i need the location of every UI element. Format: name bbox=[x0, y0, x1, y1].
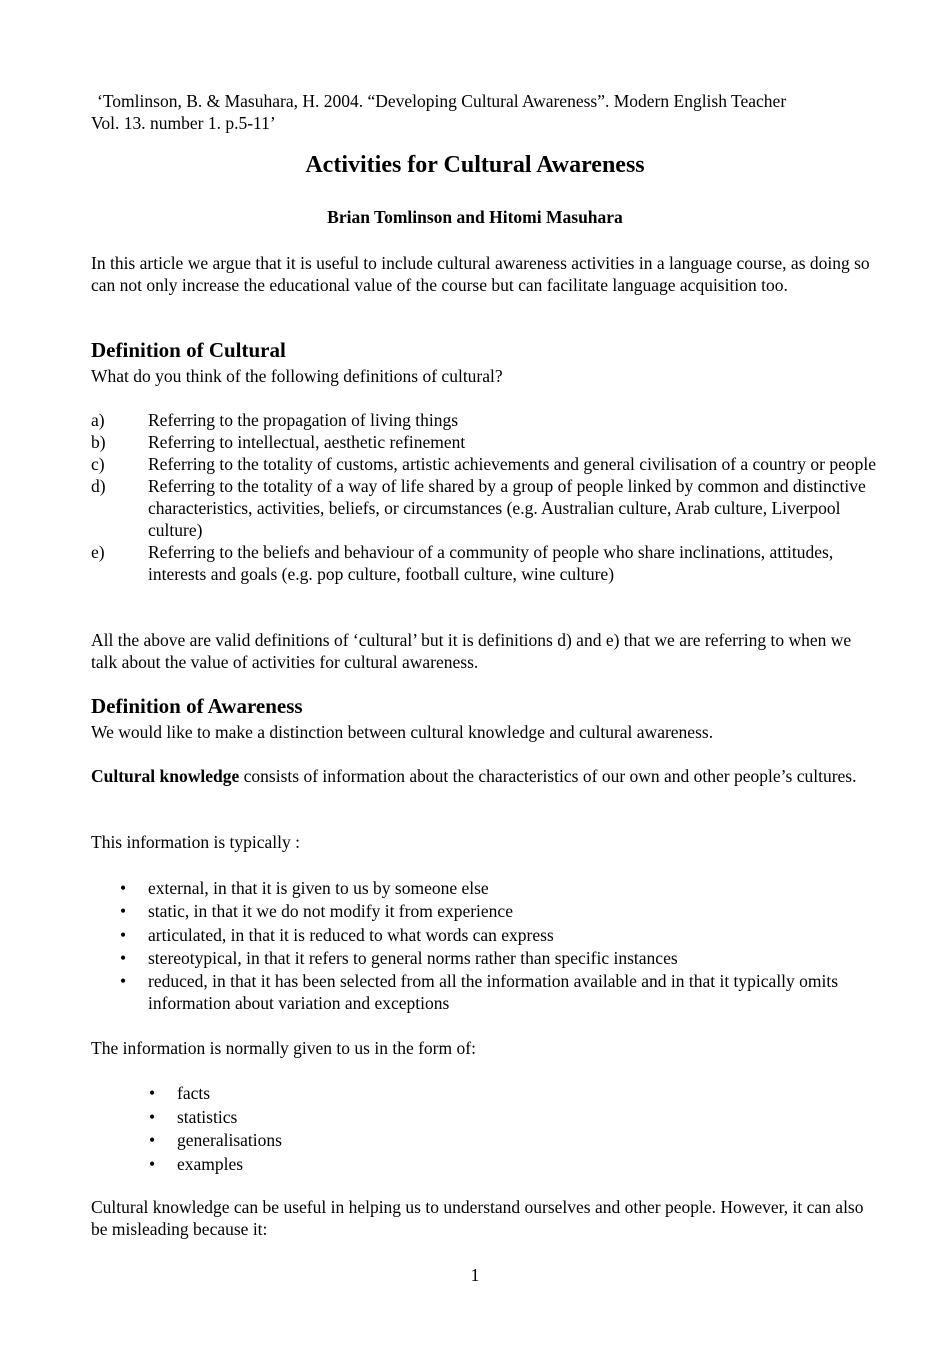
bullet-item bbox=[91, 924, 881, 947]
bullet-text: reduced, in that it has been selected from all the information available and in that it typically omits information about variation and exceptions bbox=[148, 971, 839, 1014]
list-item bbox=[91, 541, 881, 585]
definitions-list bbox=[91, 409, 881, 585]
bullet-icon: • bbox=[120, 947, 127, 968]
bullet-item bbox=[91, 1106, 881, 1130]
bullet-icon: • bbox=[149, 1153, 156, 1174]
list-text: Referring to the propagation of living things bbox=[148, 410, 459, 430]
bullet-icon: • bbox=[149, 1083, 156, 1103]
section-heading-cultural: Definition of Cultural bbox=[91, 338, 286, 362]
authors: Brian Tomlinson and Hitomi Masuhara bbox=[327, 207, 623, 227]
bullet-item bbox=[91, 970, 881, 1014]
list-marker: c) bbox=[91, 454, 105, 474]
definitions-conclusion: All the above are valid definitions of ‘cultural’ but it is definitions d) and e) that we are referring to when we talk about the value of activities for cultural awareness. bbox=[91, 630, 852, 672]
bullet-item bbox=[91, 947, 881, 970]
bullet-icon: • bbox=[149, 1130, 156, 1150]
characteristics-list bbox=[91, 877, 881, 1014]
bullet-text: facts bbox=[177, 1083, 211, 1103]
bullet-text: external, in that it is given to us by someone else bbox=[148, 878, 489, 898]
definition-text: consists of information about the characteristics of our own and other people’s cultures. bbox=[239, 766, 857, 786]
bullet-text: examples bbox=[177, 1153, 244, 1174]
section-heading-awareness: Definition of Awareness bbox=[91, 694, 303, 718]
page-title: Activities for Cultural Awareness bbox=[305, 152, 645, 178]
bullet-text: stereotypical, in that it refers to general norms rather than specific instances bbox=[148, 947, 678, 968]
list-text: Referring to the totality of a way of life shared by a group of people linked by common and distinctive characteristics, activities, beliefs, or circumstances (e.g. Australian culture, Arab culture, Liverpool culture) bbox=[148, 476, 866, 540]
list-text: Referring to the beliefs and behaviour of a community of people who share inclinations, attitudes, interests and goals (e.g. pop culture, football culture, wine culture) bbox=[148, 542, 834, 584]
bullet-text: static, in that it we do not modify it from experience bbox=[148, 901, 513, 922]
closing-paragraph: Cultural knowledge can be useful in helping us to understand ourselves and other people. However, it can also be misleading because it: bbox=[91, 1197, 864, 1239]
typically-intro: This information is typically : bbox=[91, 832, 301, 852]
bullet-text: statistics bbox=[177, 1106, 238, 1127]
list-text: Referring to intellectual, aesthetic refinement bbox=[148, 432, 466, 452]
bullet-icon: • bbox=[120, 971, 127, 992]
bullet-icon: • bbox=[120, 924, 127, 945]
bullet-icon: • bbox=[120, 901, 127, 922]
bullet-item bbox=[91, 1129, 881, 1153]
citation bbox=[91, 90, 891, 134]
awareness-intro: We would like to make a distinction between cultural knowledge and cultural awareness. bbox=[91, 722, 714, 742]
citation-line: Vol. 13. number 1. p.5-11’ bbox=[91, 113, 276, 133]
list-item bbox=[91, 409, 881, 431]
list-marker: b) bbox=[91, 432, 106, 452]
list-marker: d) bbox=[91, 476, 106, 496]
bullet-icon: • bbox=[120, 878, 127, 898]
form-intro: The information is normally given to us in the form of: bbox=[91, 1038, 476, 1058]
page-number: 1 bbox=[470, 1265, 480, 1285]
list-marker: a) bbox=[91, 410, 105, 430]
cultural-knowledge-definition bbox=[91, 765, 881, 787]
bullet-text: generalisations bbox=[177, 1130, 282, 1150]
forms-list bbox=[91, 1082, 881, 1176]
list-text: Referring to the totality of customs, artistic achievements and general civilisation of a country or people bbox=[148, 454, 876, 474]
bullet-text: articulated, in that it is reduced to what words can express bbox=[148, 924, 554, 945]
list-item bbox=[91, 431, 881, 453]
citation-line: ‘Tomlinson, B. & Masuhara, H. 2004. “Developing Cultural Awareness”. Modern English Teacher bbox=[97, 91, 787, 111]
list-item bbox=[91, 453, 881, 475]
bullet-item bbox=[91, 877, 881, 900]
term: Cultural knowledge bbox=[91, 766, 240, 786]
intro-paragraph: In this article we argue that it is useful to include cultural awareness activities in a language course, as doing so can not only increase the educational value of the course but can facilitate language acquisition too. bbox=[91, 253, 870, 295]
bullet-item bbox=[91, 1153, 881, 1177]
bullet-item bbox=[91, 1082, 881, 1106]
list-item bbox=[91, 475, 881, 541]
bullet-icon: • bbox=[149, 1106, 156, 1127]
list-marker: e) bbox=[91, 542, 105, 562]
bullet-item bbox=[91, 900, 881, 923]
question: What do you think of the following definitions of cultural? bbox=[91, 366, 503, 386]
